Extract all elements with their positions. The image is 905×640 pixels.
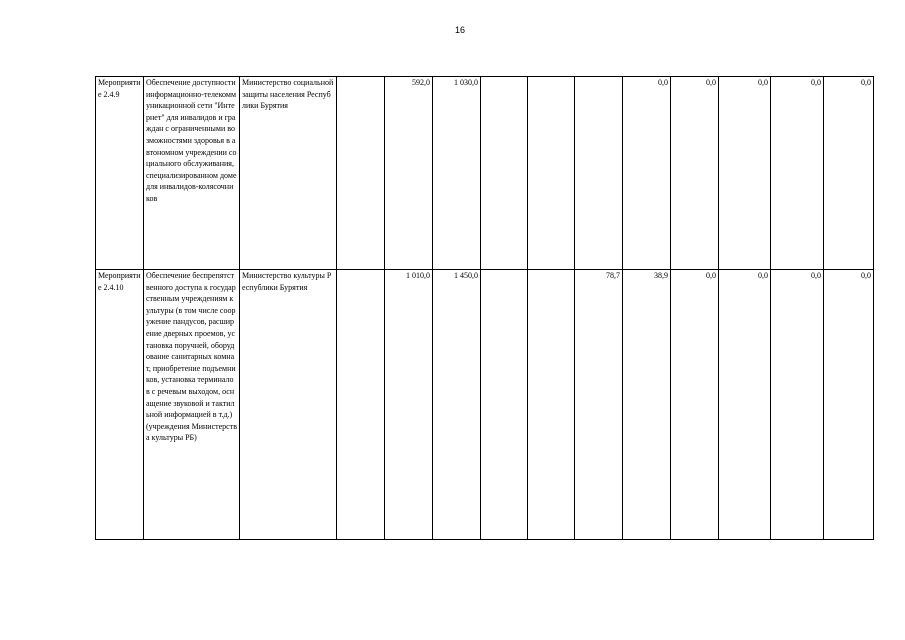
value-cell: 1 450,0: [433, 270, 481, 540]
value-cell: 0,0: [771, 270, 824, 540]
measure-executor: Министерство социальной защиты населения Республики Бурятия: [240, 77, 337, 270]
value-cell: 38,9: [623, 270, 671, 540]
budget-table: [95, 76, 874, 540]
value-cell: [337, 77, 385, 270]
value-cell: 0,0: [719, 270, 771, 540]
value-cell: [528, 270, 575, 540]
value-cell: 1 010,0: [385, 270, 433, 540]
value-cell: [575, 77, 623, 270]
value-cell: [481, 77, 528, 270]
value-cell: 0,0: [824, 77, 874, 270]
value-cell: [481, 270, 528, 540]
value-cell: 0,0: [719, 77, 771, 270]
value-cell: 1 030,0: [433, 77, 481, 270]
measure-executor: Министерство культуры Республики Бурятия: [240, 270, 337, 540]
value-cell: 0,0: [623, 77, 671, 270]
value-cell: [528, 77, 575, 270]
value-cell: 0,0: [771, 77, 824, 270]
value-cell: 0,0: [671, 77, 719, 270]
value-cell: 0,0: [824, 270, 874, 540]
value-cell: [337, 270, 385, 540]
measure-description: Обеспечение доступности информационно-телекоммуникационной сети "Интернет" для инвалидов и граждан с ограниченными возможностями здоровья в автономном учреждении социального обслуживания, специализированном доме для инвалидов-колясочников: [144, 77, 240, 270]
measure-code: Мероприятие 2.4.9: [96, 77, 144, 270]
value-cell: 592,0: [385, 77, 433, 270]
table-row: [96, 77, 874, 270]
page-number: 16: [454, 25, 465, 35]
value-cell: 78,7: [575, 270, 623, 540]
measure-description: Обеспечение беспрепятственного доступа к государственным учреждениям культуры (в том числе сооружение пандусов, расширение дверных проемов, установка поручней, оборудование санитарных комнат, приобретение подъемников, установка терминалов с речевым выходом, оснащение звуковой и тактильной информацией в т.д.) (учреждения Министерства культуры РБ): [144, 270, 240, 540]
measure-code: Мероприятие 2.4.10: [96, 270, 144, 540]
value-cell: 0,0: [671, 270, 719, 540]
table-row: [96, 270, 874, 540]
